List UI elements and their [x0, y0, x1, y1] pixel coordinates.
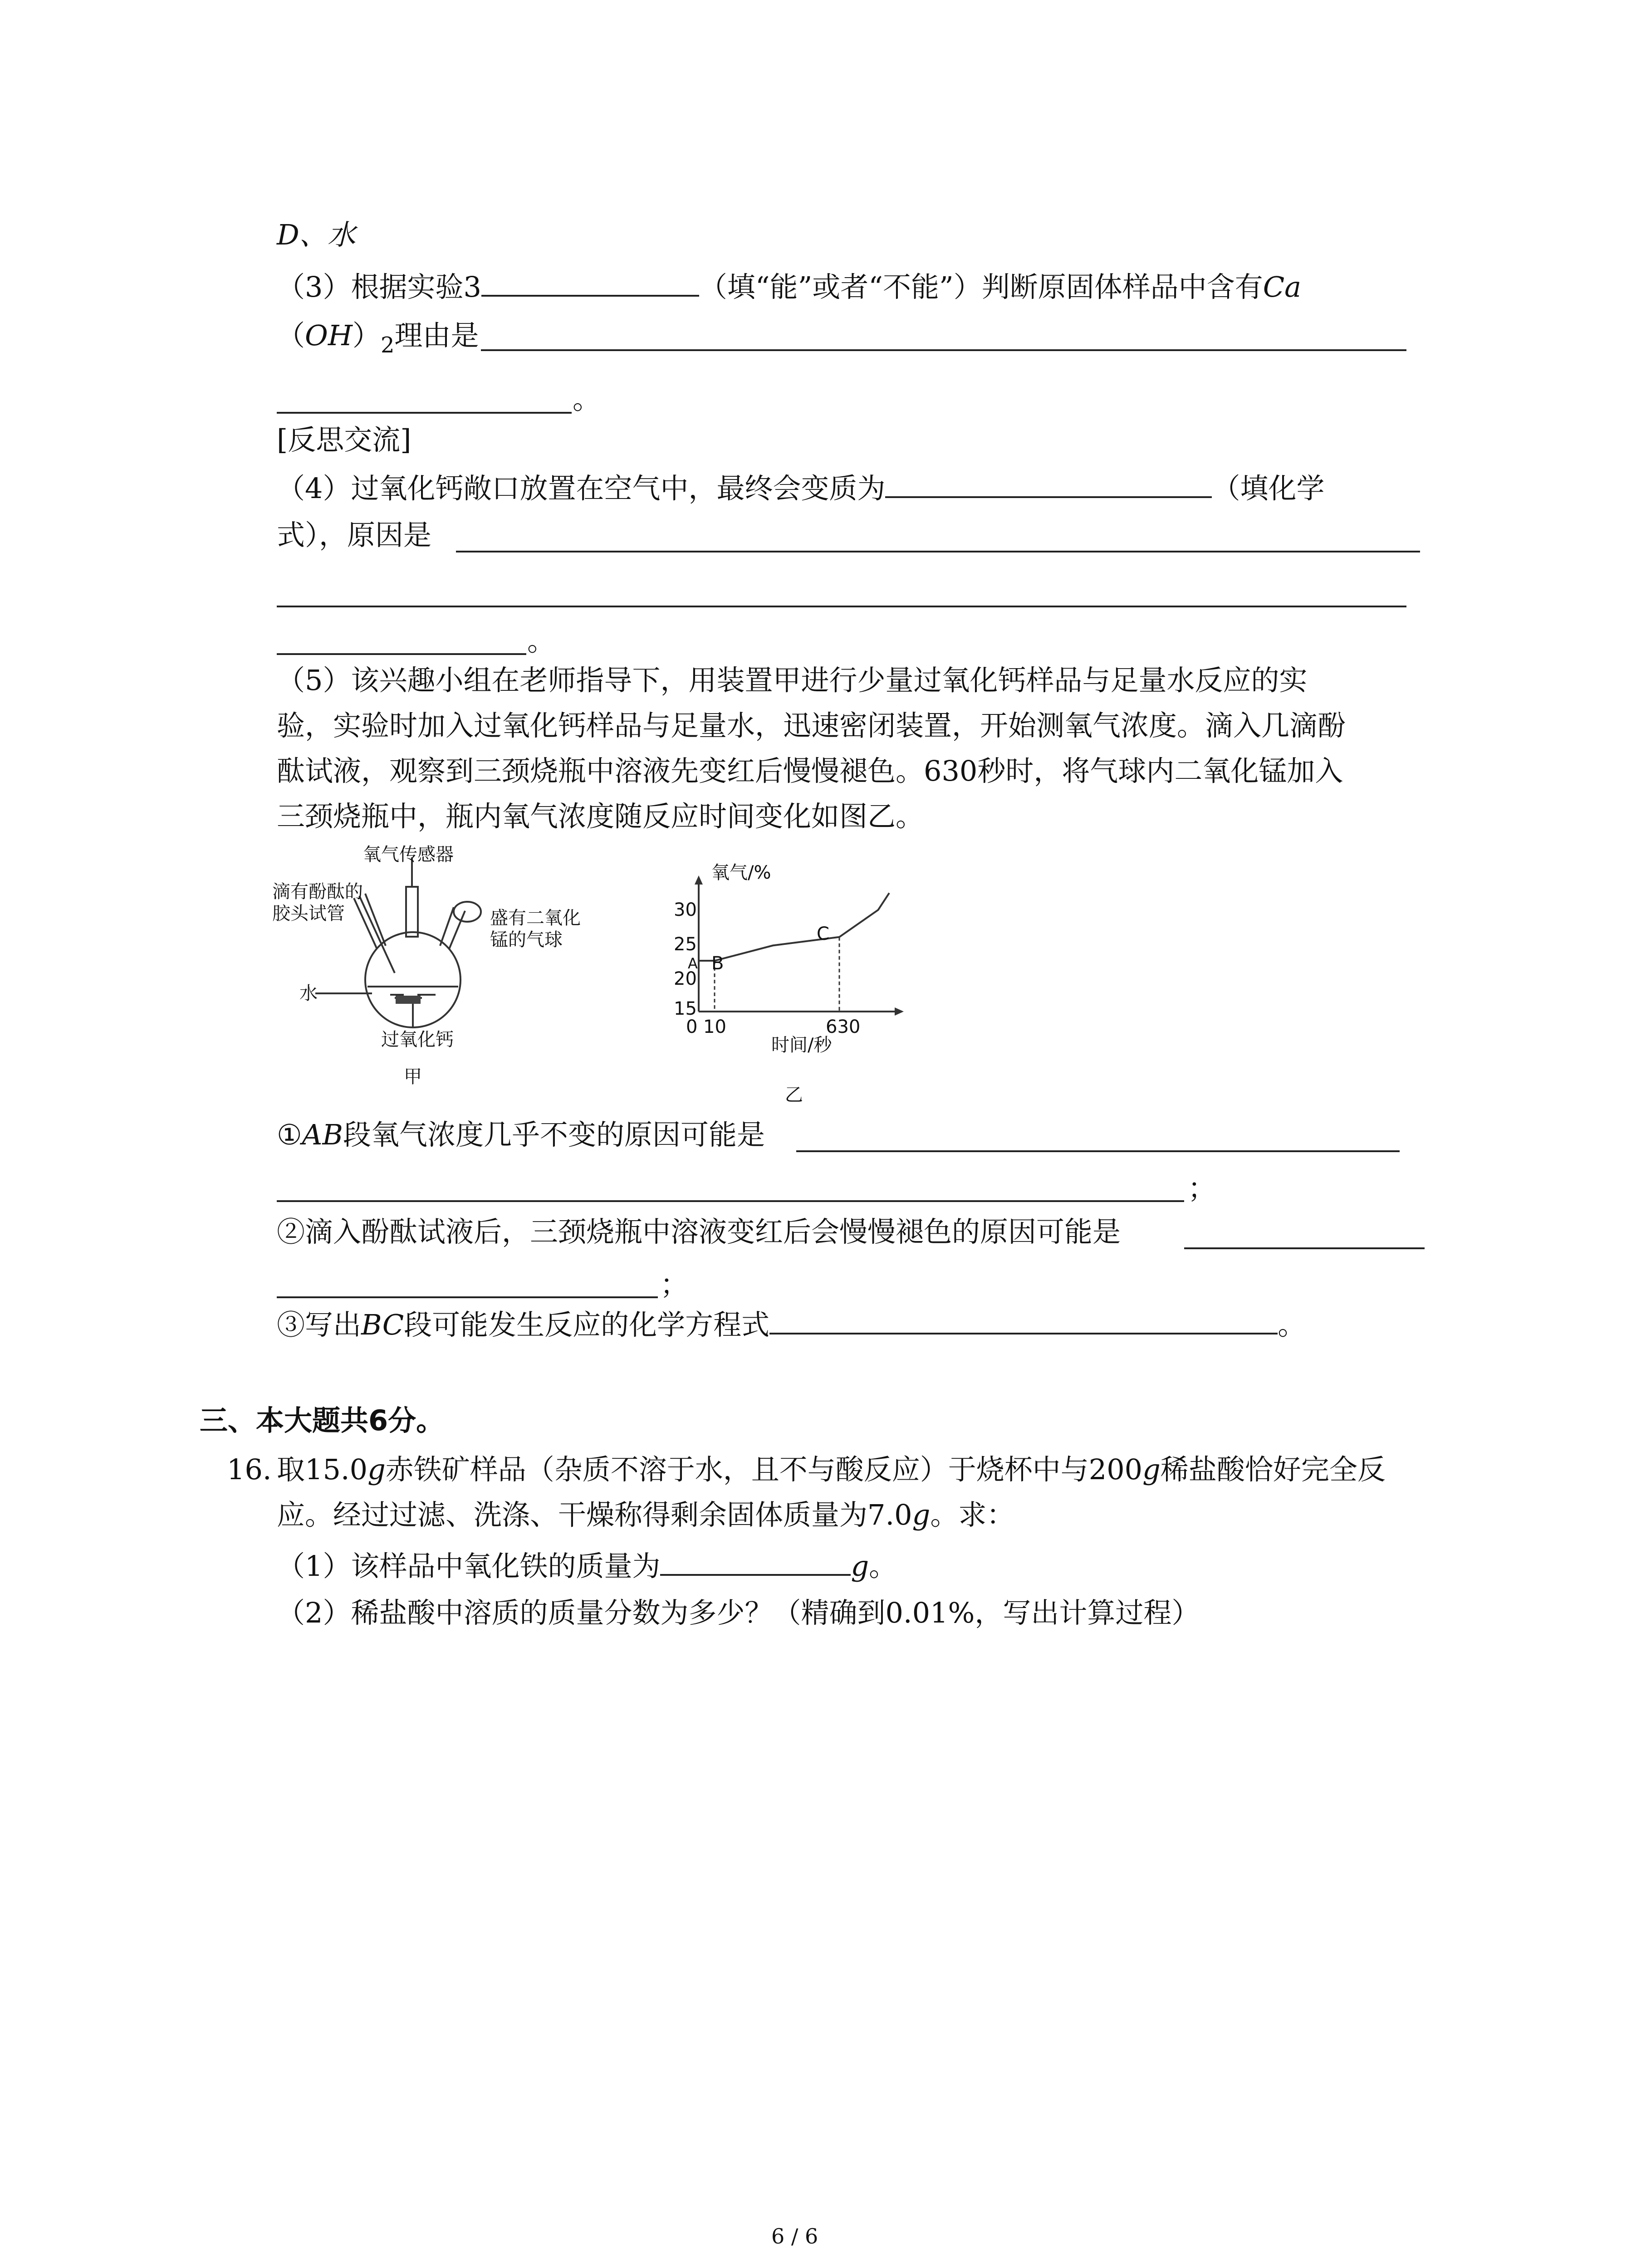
q3-line-1	[277, 269, 1301, 305]
balloon-label-1: 盛有二氧化	[490, 908, 581, 929]
dropper-label-2: 胶头试管	[272, 903, 345, 924]
q16-l2-b: 。求：	[930, 1498, 1015, 1531]
q16-sub-1	[277, 1548, 897, 1584]
q16-l1-a: 取15.0	[277, 1453, 368, 1486]
s2-semicolon	[660, 1266, 688, 1303]
q16-g-1: g	[367, 1453, 386, 1486]
s1-answer-blank-1[interactable]	[796, 1150, 1400, 1152]
page-number-text: 6 / 6	[771, 2224, 818, 2248]
q16-l2-a: 应。经过过滤、洗涤、干燥称得剩余固体质量为7.0	[277, 1498, 912, 1531]
q16-sub1-period: 。	[869, 1549, 897, 1583]
q16-l1-c: 稀盐酸恰好完全反	[1160, 1453, 1386, 1486]
y-axis-arrow	[695, 875, 703, 885]
section-3-text: 三、本大题共6分。	[200, 1404, 445, 1437]
q3-period-text: 。	[573, 382, 601, 415]
q3-paren-close: ）	[352, 319, 381, 352]
q5-line-2	[277, 708, 1346, 744]
y-tick-20: 20	[674, 968, 697, 989]
q3-line-2	[277, 318, 479, 356]
q3-subscript: 2	[380, 332, 395, 358]
page-number	[771, 2218, 818, 2254]
q5-text-4: 三颈烧瓶中，瓶内氧气浓度随反应时间变化如图乙。	[277, 800, 924, 833]
q16-g-3: g	[912, 1498, 931, 1531]
q4-reason-blank-3[interactable]	[277, 653, 526, 655]
q4-reason-blank-1[interactable]	[456, 551, 1420, 552]
q3-prompt: （3）根据实验3	[277, 270, 481, 303]
y-tick-15: 15	[674, 998, 697, 1019]
point-b-label: B	[711, 953, 724, 974]
q16-number	[227, 1452, 272, 1488]
s1-line	[277, 1117, 765, 1153]
q16-sub1-unit: g	[851, 1549, 869, 1583]
q5-text-3: 酞试液，观察到三颈烧瓶中溶液先变红后慢慢褪色。630秒时，将气球内二氧化锰加入	[277, 754, 1343, 787]
q3-ca: Ca	[1263, 270, 1302, 303]
q16-g-2: g	[1142, 1453, 1161, 1486]
s2-line	[277, 1214, 1121, 1250]
q4-line-2	[277, 517, 431, 553]
q3-instruction: （填“能”或者“不能”）判断原固体样品中含有	[699, 270, 1263, 303]
s2-semicolon-text: ；	[660, 1268, 689, 1301]
q16-sub-2	[277, 1595, 1200, 1631]
point-c-label: C	[817, 924, 829, 944]
oxygen-chart	[635, 862, 916, 1107]
q3-reason-blank-2[interactable]	[277, 412, 572, 414]
x-tick-0: 0	[686, 1017, 698, 1037]
oxygen-curve	[699, 893, 889, 961]
q16-l1-b: 赤铁矿样品（杂质不溶于水，且不与酸反应）于烧杯中与200	[385, 1453, 1143, 1486]
s3-line	[277, 1306, 1306, 1343]
q16-line-2	[277, 1497, 1014, 1533]
s1-semicolon	[1188, 1170, 1216, 1207]
s3-period: 。	[1278, 1308, 1306, 1341]
s3-prompt: 段可能发生反应的化学方程式	[404, 1308, 770, 1341]
x-tick-630: 630	[826, 1017, 861, 1037]
q5-line-3	[277, 753, 1343, 789]
s3-bc: BC	[361, 1308, 404, 1341]
option-d-text: D、水	[277, 218, 356, 251]
q4-reason-label: 式），原因是	[277, 518, 432, 552]
q3-reason-blank-1[interactable]	[481, 349, 1406, 351]
s2-answer-blank-2[interactable]	[277, 1296, 658, 1298]
q5-text-2: 验，实验时加入过氧化钙样品与足量水，迅速密闭装置，开始测氧气浓度。滴入几滴酚	[277, 709, 1346, 742]
q3-answer-blank[interactable]	[481, 269, 699, 297]
point-a-label: A	[688, 955, 698, 972]
q3-paren-open: （	[277, 319, 305, 352]
y-axis-label: 氧气/%	[711, 862, 771, 883]
q4-formula-blank[interactable]	[885, 470, 1212, 498]
s3-equation-blank[interactable]	[769, 1306, 1278, 1334]
x-tick-10: 10	[703, 1017, 726, 1037]
q5-line-4	[277, 798, 924, 835]
option-d	[277, 217, 356, 253]
q3-reason-label: 理由是	[394, 319, 479, 352]
q16-sub1-prompt: （1）该样品中氧化铁的质量为	[277, 1549, 661, 1583]
solid-label: 过氧化钙	[381, 1029, 454, 1050]
s1-ab: AB	[302, 1118, 343, 1151]
water-label: 水	[299, 983, 318, 1004]
q4-line-1	[277, 470, 1324, 507]
q4-instruction: （填化学	[1212, 472, 1325, 505]
x-axis-label: 时间/秒	[771, 1035, 832, 1056]
q16-sub2-prompt: （2）稀盐酸中溶质的质量分数为多少？（精确到0.01%，写出计算过程）	[277, 1596, 1200, 1629]
x-axis-arrow	[895, 1007, 904, 1016]
s1-marker: ①	[277, 1118, 302, 1151]
y-tick-25: 25	[674, 934, 697, 955]
figure-b-caption: 乙	[785, 1085, 803, 1105]
q4-period-text: 。	[527, 624, 556, 657]
s3-marker: ③写出	[277, 1308, 362, 1341]
sensor-label: 氧气传感器	[363, 844, 454, 865]
q16-number-text: 16.	[227, 1453, 272, 1486]
s2-answer-blank-1[interactable]	[1184, 1247, 1425, 1249]
q4-reason-blank-2[interactable]	[277, 606, 1406, 607]
figure-a-caption: 甲	[404, 1066, 422, 1087]
balloon-label-2: 锰的气球	[490, 929, 563, 950]
q3-oh: OH	[305, 319, 353, 352]
dropper-label-1: 滴有酚酞的	[272, 881, 363, 902]
q16-line-1	[277, 1452, 1386, 1488]
apparatus-figure	[272, 844, 581, 1107]
s1-semicolon-text: ；	[1188, 1172, 1216, 1205]
section-3-heading	[200, 1403, 444, 1439]
q16-mass-blank[interactable]	[660, 1548, 851, 1576]
q3-period	[573, 381, 601, 417]
reflect-text: [反思交流]	[277, 423, 411, 456]
q4-period	[527, 623, 555, 659]
reflect-heading	[277, 422, 411, 458]
q5-text-1: （5）该兴趣小组在老师指导下，用装置甲进行少量过氧化钙样品与足量水反应的实	[277, 664, 1308, 697]
s2-prompt: ②滴入酚酞试液后，三颈烧瓶中溶液变红后会慢慢褪色的原因可能是	[277, 1215, 1121, 1248]
q4-prompt: （4）过氧化钙敞口放置在空气中，最终会变质为	[277, 472, 886, 505]
s1-prompt: 段氧气浓度几乎不变的原因可能是	[343, 1118, 765, 1151]
y-tick-30: 30	[674, 899, 697, 920]
s1-answer-blank-2[interactable]	[277, 1200, 1184, 1202]
q5-line-1	[277, 662, 1307, 699]
